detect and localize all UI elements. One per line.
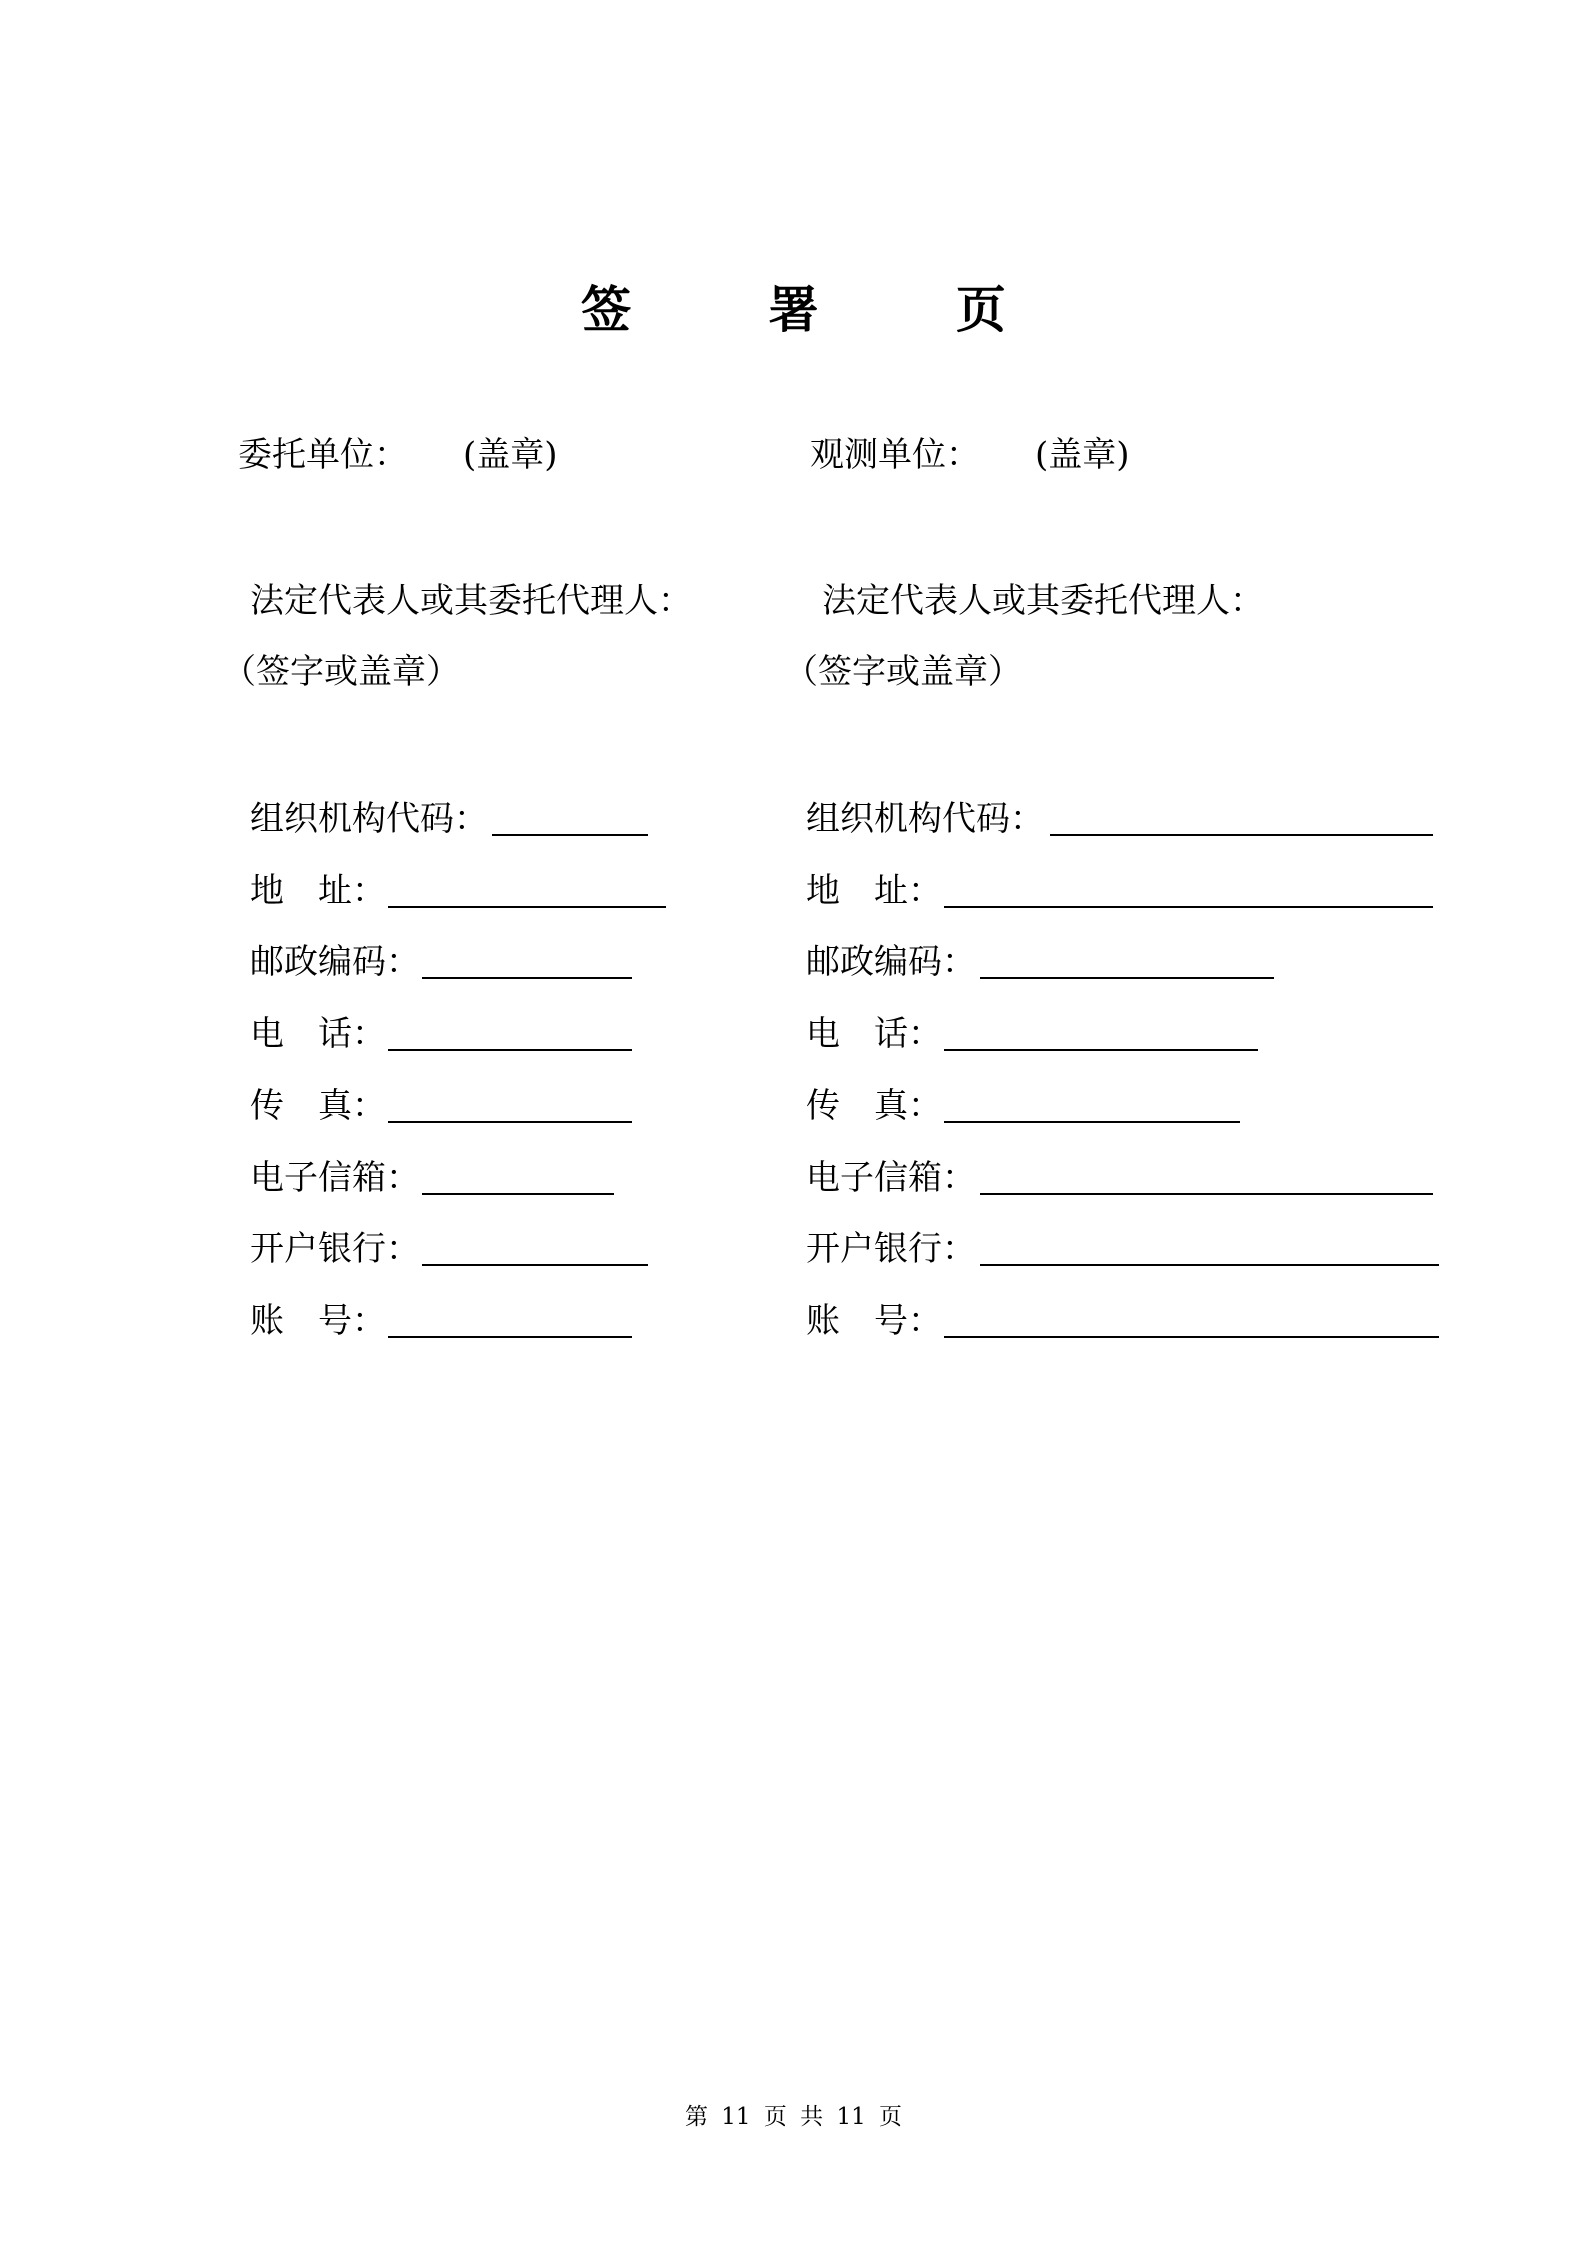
client-field-fax bbox=[250, 1086, 386, 1126]
observer-field-label: 邮政编码： bbox=[806, 942, 976, 982]
page-number-footer: 第 11 页 共 11 页 bbox=[684, 2104, 903, 2130]
client-field-label: 邮政编码： bbox=[250, 942, 420, 982]
client-unit-line bbox=[238, 435, 558, 475]
observer-phone-blank[interactable] bbox=[944, 1049, 1258, 1051]
client-fax-blank[interactable] bbox=[388, 1121, 632, 1123]
client-field-label: 账 号： bbox=[250, 1301, 386, 1341]
observer-sign-note: （签字或盖章） bbox=[784, 652, 1022, 692]
observer-field-org-code bbox=[806, 799, 1044, 839]
observer-field-label: 地 址： bbox=[806, 871, 942, 911]
client-sign-note: （签字或盖章） bbox=[222, 652, 460, 692]
page-title: 签 署 页 bbox=[581, 280, 1066, 339]
observer-field-bank bbox=[806, 1229, 976, 1269]
client-field-phone bbox=[250, 1014, 386, 1054]
client-field-label: 开户银行： bbox=[250, 1229, 420, 1269]
observer-field-label: 电 话： bbox=[806, 1014, 942, 1054]
client-org-code-blank[interactable] bbox=[492, 834, 648, 836]
client-email-blank[interactable] bbox=[422, 1193, 614, 1195]
client-rep-label: 法定代表人或其委托代理人： bbox=[250, 581, 692, 621]
client-field-label: 传 真： bbox=[250, 1086, 386, 1126]
observer-account-blank[interactable] bbox=[944, 1336, 1439, 1338]
client-field-account bbox=[250, 1301, 386, 1341]
observer-fax-blank[interactable] bbox=[944, 1121, 1240, 1123]
client-field-label: 组织机构代码： bbox=[250, 799, 488, 839]
client-unit-label: 委托单位： bbox=[238, 435, 408, 475]
observer-field-label: 账 号： bbox=[806, 1301, 942, 1341]
client-account-blank[interactable] bbox=[388, 1336, 632, 1338]
client-field-address bbox=[250, 871, 386, 911]
client-field-label: 电子信箱： bbox=[250, 1158, 420, 1198]
observer-unit-line bbox=[810, 435, 1130, 475]
observer-field-label: 传 真： bbox=[806, 1086, 942, 1126]
observer-field-address bbox=[806, 871, 942, 911]
observer-field-label: 组织机构代码： bbox=[806, 799, 1044, 839]
observer-email-blank[interactable] bbox=[980, 1193, 1433, 1195]
observer-field-account bbox=[806, 1301, 942, 1341]
observer-field-label: 开户银行： bbox=[806, 1229, 976, 1269]
client-field-email bbox=[250, 1158, 420, 1198]
client-field-postcode bbox=[250, 942, 420, 982]
observer-unit-label: 观测单位： bbox=[810, 435, 980, 475]
observer-field-postcode bbox=[806, 942, 976, 982]
client-bank-blank[interactable] bbox=[422, 1264, 648, 1266]
client-field-label: 电 话： bbox=[250, 1014, 386, 1054]
observer-unit-seal: (盖章) bbox=[1035, 435, 1130, 475]
observer-field-label: 电子信箱： bbox=[806, 1158, 976, 1198]
observer-org-code-blank[interactable] bbox=[1050, 834, 1433, 836]
client-postcode-blank[interactable] bbox=[422, 977, 632, 979]
observer-address-blank[interactable] bbox=[944, 906, 1433, 908]
observer-postcode-blank[interactable] bbox=[980, 977, 1274, 979]
client-phone-blank[interactable] bbox=[388, 1049, 632, 1051]
client-field-org-code bbox=[250, 799, 488, 839]
client-field-label: 地 址： bbox=[250, 871, 386, 911]
client-unit-seal: (盖章) bbox=[463, 435, 558, 475]
observer-bank-blank[interactable] bbox=[980, 1264, 1439, 1266]
client-address-blank[interactable] bbox=[388, 906, 666, 908]
client-field-bank bbox=[250, 1229, 420, 1269]
observer-field-fax bbox=[806, 1086, 942, 1126]
observer-rep-label: 法定代表人或其委托代理人： bbox=[822, 581, 1264, 621]
observer-field-email bbox=[806, 1158, 976, 1198]
observer-field-phone bbox=[806, 1014, 942, 1054]
